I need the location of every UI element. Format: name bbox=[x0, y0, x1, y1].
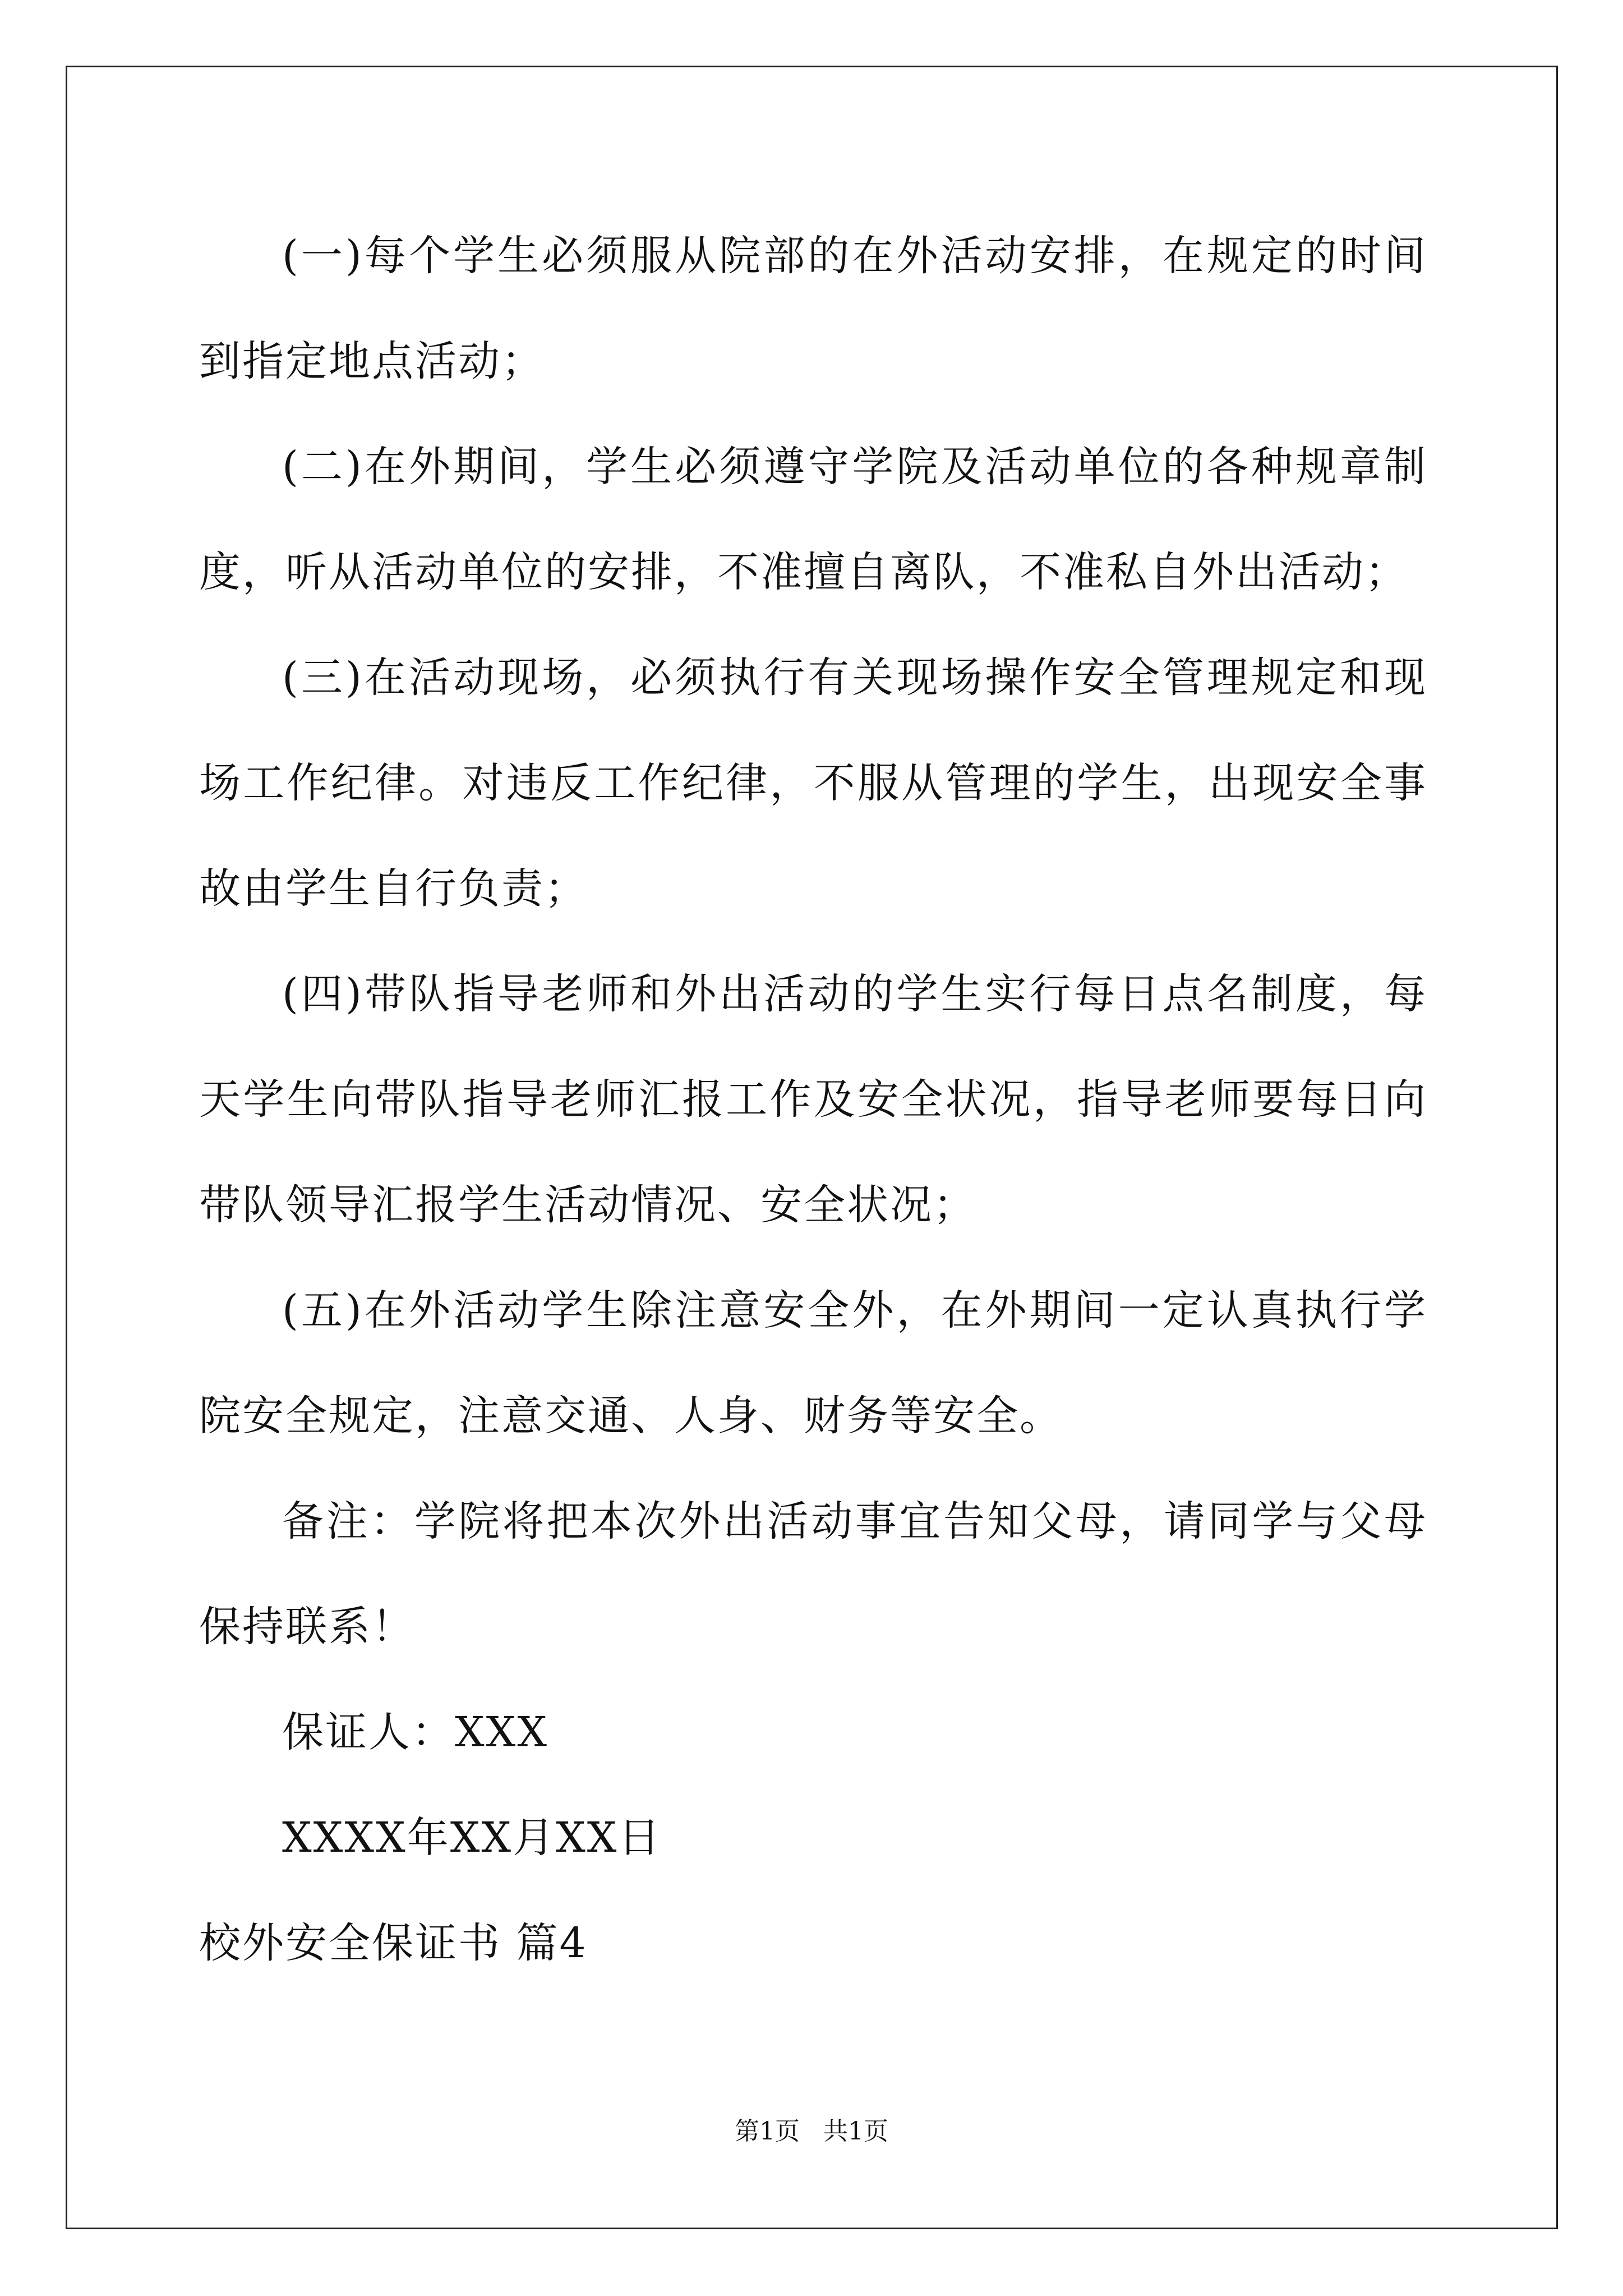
page-footer bbox=[0, 2115, 1623, 2148]
date-line: XXXX年XX月XX日 bbox=[282, 1814, 662, 1862]
paragraph-rule-3: (三)在活动现场，必须执行有关现场操作安全管理规定和现场工作纪律。对违反工作纪律，不服从管理的学生，出现安全事故由学生自行负责； bbox=[199, 654, 1427, 913]
paragraph-note: 备注：学院将把本次外出活动事宜告知父母，请同学与父母保持联系！ bbox=[199, 1497, 1427, 1651]
paragraph-rule-5: (五)在外活动学生除注意安全外，在外期间一定认真执行学院安全规定，注意交通、人身、财务等安全。 bbox=[199, 1286, 1427, 1440]
page-number-current: 第1页 bbox=[735, 2117, 800, 2146]
paragraph-rule-4: (四)带队指导老师和外出活动的学生实行每日点名制度，每天学生向带队指导老师汇报工作及安全状况，指导老师要每日向带队领导汇报学生活动情况、安全状况； bbox=[199, 970, 1427, 1229]
paragraph-rule-2: (二)在外期间，学生必须遵守学院及活动单位的各种规章制度，听从活动单位的安排，不准擅自离队，不准私自外出活动； bbox=[199, 443, 1427, 596]
document-body bbox=[199, 203, 1427, 1996]
next-section-heading: 校外安全保证书 篇4 bbox=[199, 1919, 588, 1967]
paragraph-rule-1: (一)每个学生必须服从院部的在外活动安排，在规定的时间到指定地点活动； bbox=[199, 232, 1427, 385]
page-number-total: 共1页 bbox=[823, 2117, 888, 2146]
guarantor-line: 保证人：XXX bbox=[282, 1708, 549, 1756]
